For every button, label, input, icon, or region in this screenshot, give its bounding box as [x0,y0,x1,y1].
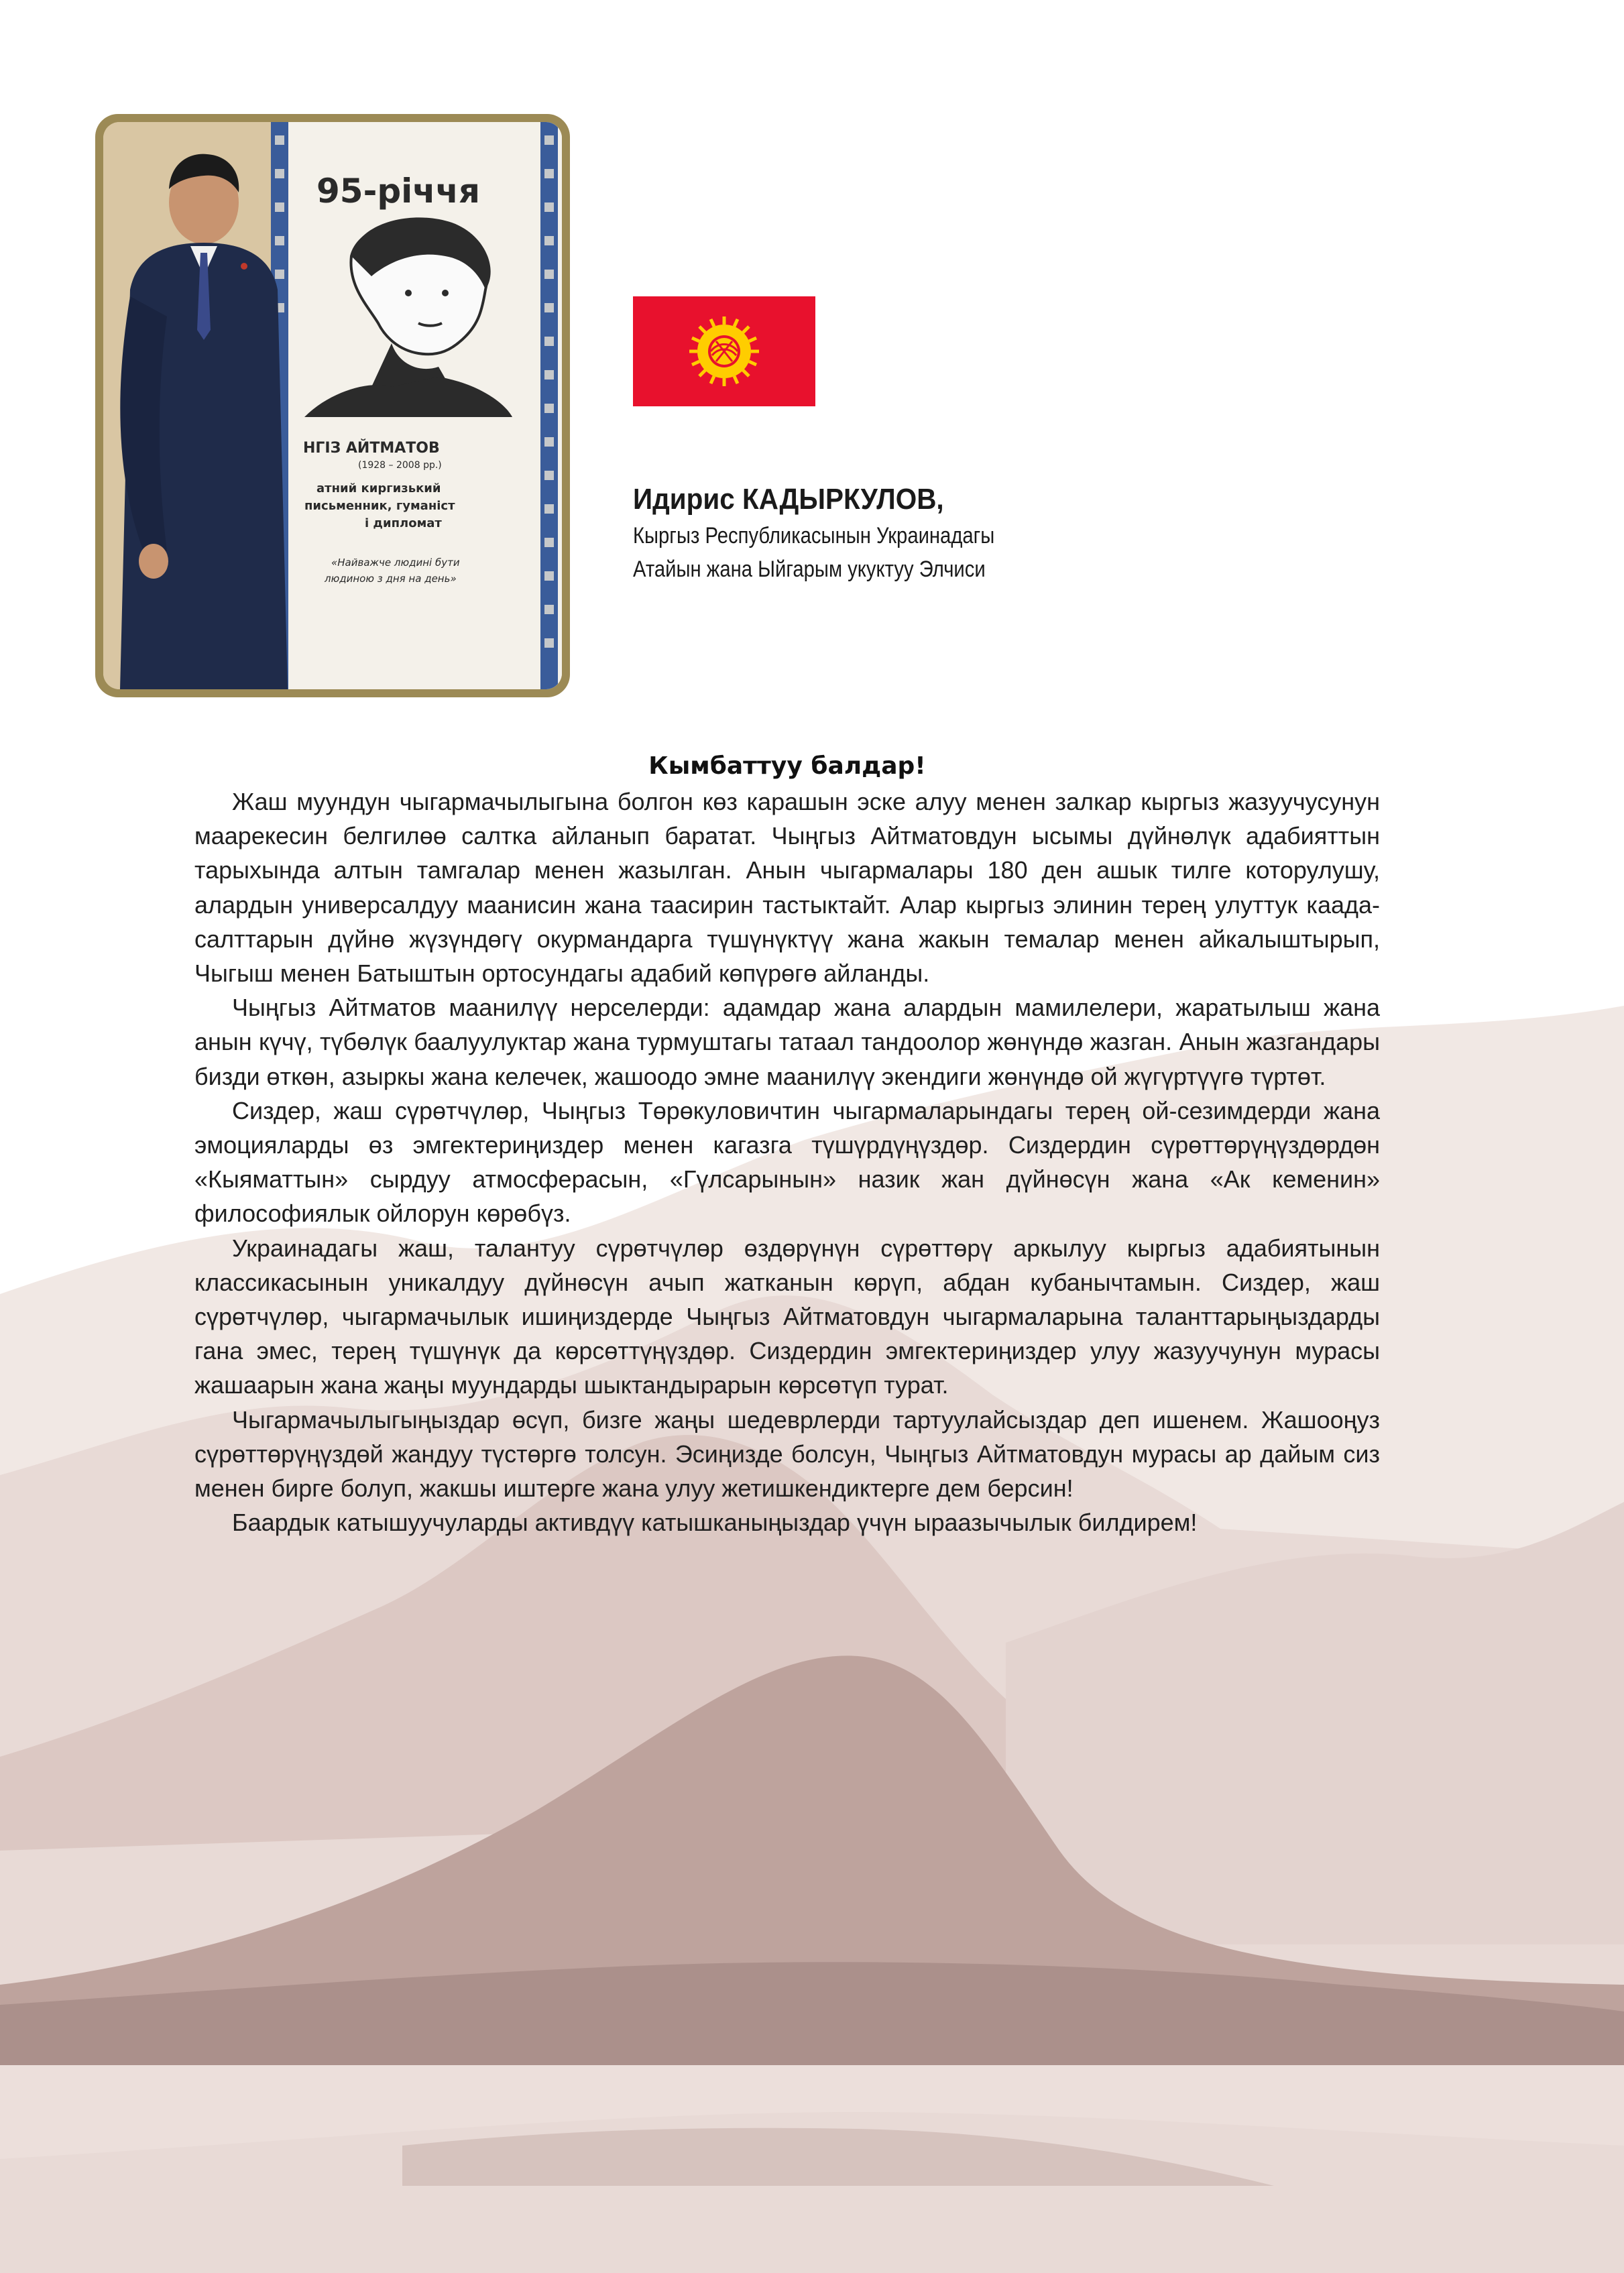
kyrgyzstan-flag-icon [633,296,815,406]
letter-paragraph: Баардык катышуучуларды активдүү катышканыңыздар үчүн ыраазычылык билдирем! [232,1509,1198,1537]
poster-years: (1928 – 2008 рр.) [358,460,442,471]
letter-paragraph: Украинадагы жаш, талантуу сүрөтчүлөр өздөрүнүн сүрөттөрү аркылуу кыргыз адабиятынын классикасынын уникалдуу дүйнөсүн ачып жатканын көрүп, абдан кубанычтамын. Сиздер, жаш сүрөтчүлөр, чыгармачылык ишиңиздерде Чыңгыз Айтматовдун чыгармаларына таланттарыңыздарды гана эмес, терең түшүнүк да көрсөттүңүздөр. Сиздердин эмгектериңиздер улуу жазуучунун мурасы жашаарын жана жаңы муундарды шыктандырарын көрсөтүп турат. [194,1234,1380,1399]
author-name: Идирис КАДЫРКУЛОВ, [633,483,944,516]
poster-desc-1: атний киргизький [316,481,441,496]
letter-paragraph: Чыгармачылыгыңыздар өсүп, бизге жаңы шедеврлерди тартуулайсыздар деп ишенем. Жашооңуз сүрөттөрүңүздөй жандуу түстөргө толсун. Эсиңизде болсун, Чыңгыз Айтматовдун мурасы ар дайым сиз менен бирге болуп, жакшы иштерге жана улуу жетишкендиктерге дем берсин! [194,1405,1380,1503]
poster-quote-2: людиною з дня на день» [325,573,457,585]
poster-heading: 95-річчя [316,172,481,211]
poster-desc-2: письменник, гуманіст [304,499,455,513]
letter-greeting: Кымбаттуу балдар! [648,752,926,780]
letter-body [194,750,1380,1539]
letter-paragraph: Чыңгыз Айтматов маанилүү нерселерди: адамдар жана алардын мамилелери, жаратылыш жана анын күчү, түбөлүк баалуулуктар жана турмуштагы татаал тандоолор жөнүндө жазган. Анын жазгандары бизди өткөн, азыркы жана келечек, жашоодо эмне маанилүү экендиги жөнүндө ой жүгүртүүгө түртөт. [194,994,1380,1090]
author-title-line1: Кыргыз Республикасынын Украинадагы [633,523,995,548]
poster-desc-3: і дипломат [365,516,442,530]
letter-paragraph: Жаш муундун чыгармачылыгына болгон көз карашын эске алуу менен залкар кыргыз жазуучусунун маарекесин белгилөө салтка айланып баратат. Чыңгыз Айтматовдун ысымы дүйнөлүк адабияттын тарыхында алтын тамгалар менен жазылган. Анын чыгармалары 180 ден ашык тилге которулушу, алардын универсалдуу маанисин жана таасирин тастыктайт. Алар кыргыз элинин терең улуттук каада-салттарын дүйнө жүзүндөгү окурмандарга түшүнүктүү жана жакын темалар менен айкалыштырып, Чыгыш менен Батыштын ортосундагы адабий көпүрөгө айланды. [194,788,1380,988]
author-photo-frame [95,114,570,697]
author-title-line2: Атайын жана Ыйгарым укуктуу Элчиси [633,557,986,582]
poster-quote-1: «Найважче людині бути [331,557,460,569]
author-photo [103,122,562,689]
letter-paragraph: Сиздер, жаш сүрөтчүлөр, Чыңгыз Төрөкуловичтин чыгармаларындагы терең ой-сезимдерди жана эмоцияларды өз эмгектериңиздер менен кагазга түшүрдүңүздөр. Сиздердин сүрөттөрүңүздөрдөн «Кыяматтын» сырдуу атмосферасын, «Гүлсарынын» назик жан дүйнөсүн жана «Ак кеменин» философиялык ойлорун көрөбүз. [194,1096,1380,1228]
poster-name: НГІЗ АЙТМАТОВ [303,440,440,457]
